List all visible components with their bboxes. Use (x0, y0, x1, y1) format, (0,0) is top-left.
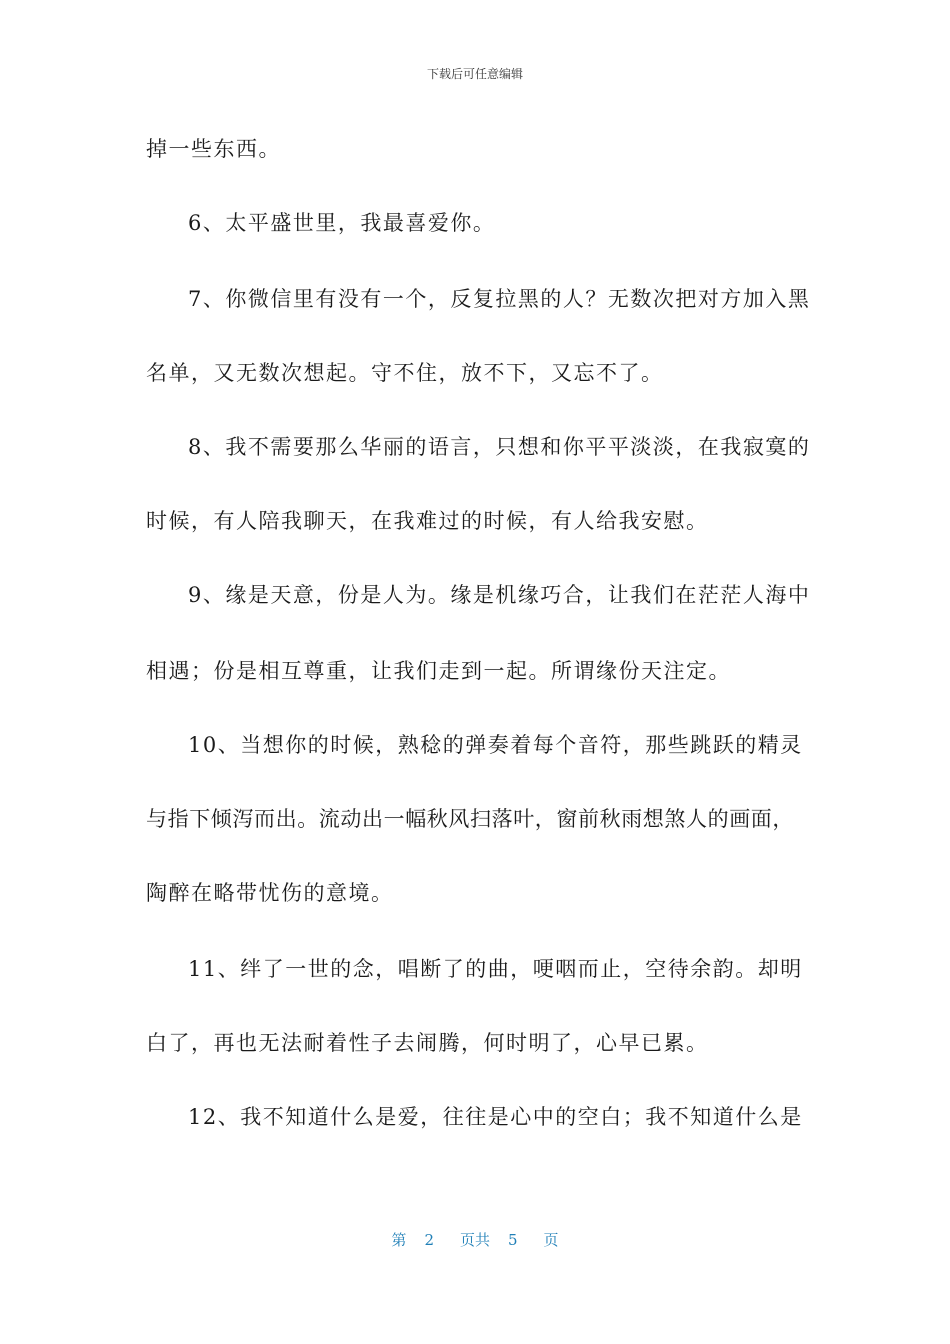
paragraph-line: 白了，再也无法耐着性子去闹腾，何时明了，心早已累。 (146, 1031, 709, 1055)
footer-ye-gong: 页共 (459, 1231, 490, 1249)
paragraph-line: 与指下倾泻而出。流动出一幅秋风扫落叶，窗前秋雨想煞人的画面， (146, 807, 794, 831)
page-number-footer (0, 1230, 950, 1250)
paragraph-line: 8、我不需要那么华丽的语言，只想和你平平淡淡，在我寂寞的 (188, 435, 811, 459)
footer-di: 第 (391, 1231, 407, 1249)
paragraph-line: 名单，又无数次想起。守不住，放不下，又忘不了。 (146, 361, 664, 385)
footer-ye: 页 (543, 1231, 559, 1249)
paragraph-line: 掉一些东西。 (146, 137, 281, 161)
page-header-note: 下载后可任意编辑 (426, 67, 523, 81)
paragraph-line: 11、绊了一世的念，唱断了的曲，哽咽而止，空待余韵。却明 (188, 957, 803, 981)
paragraph-line: 6、太平盛世里，我最喜爱你。 (188, 211, 496, 235)
paragraph-line: 9、缘是天意，份是人为。缘是机缘巧合，让我们在茫茫人海中 (188, 583, 811, 607)
current-page-number: 2 (424, 1231, 434, 1249)
paragraph-line: 12、我不知道什么是爱，往往是心中的空白；我不知道什么是 (188, 1105, 803, 1129)
paragraph-line: 10、当想你的时候，熟稔的弹奏着每个音符，那些跳跃的精灵 (188, 733, 803, 757)
paragraph-line: 相遇；份是相互尊重，让我们走到一起。所谓缘份天注定。 (146, 659, 731, 683)
paragraph-line: 陶醉在略带忧伤的意境。 (146, 881, 394, 905)
paragraph-line: 7、你微信里有没有一个，反复拉黑的人？无数次把对方加入黑 (188, 287, 811, 311)
total-pages-number: 5 (508, 1231, 518, 1249)
paragraph-line: 时候，有人陪我聊天，在我难过的时候，有人给我安慰。 (146, 509, 709, 533)
